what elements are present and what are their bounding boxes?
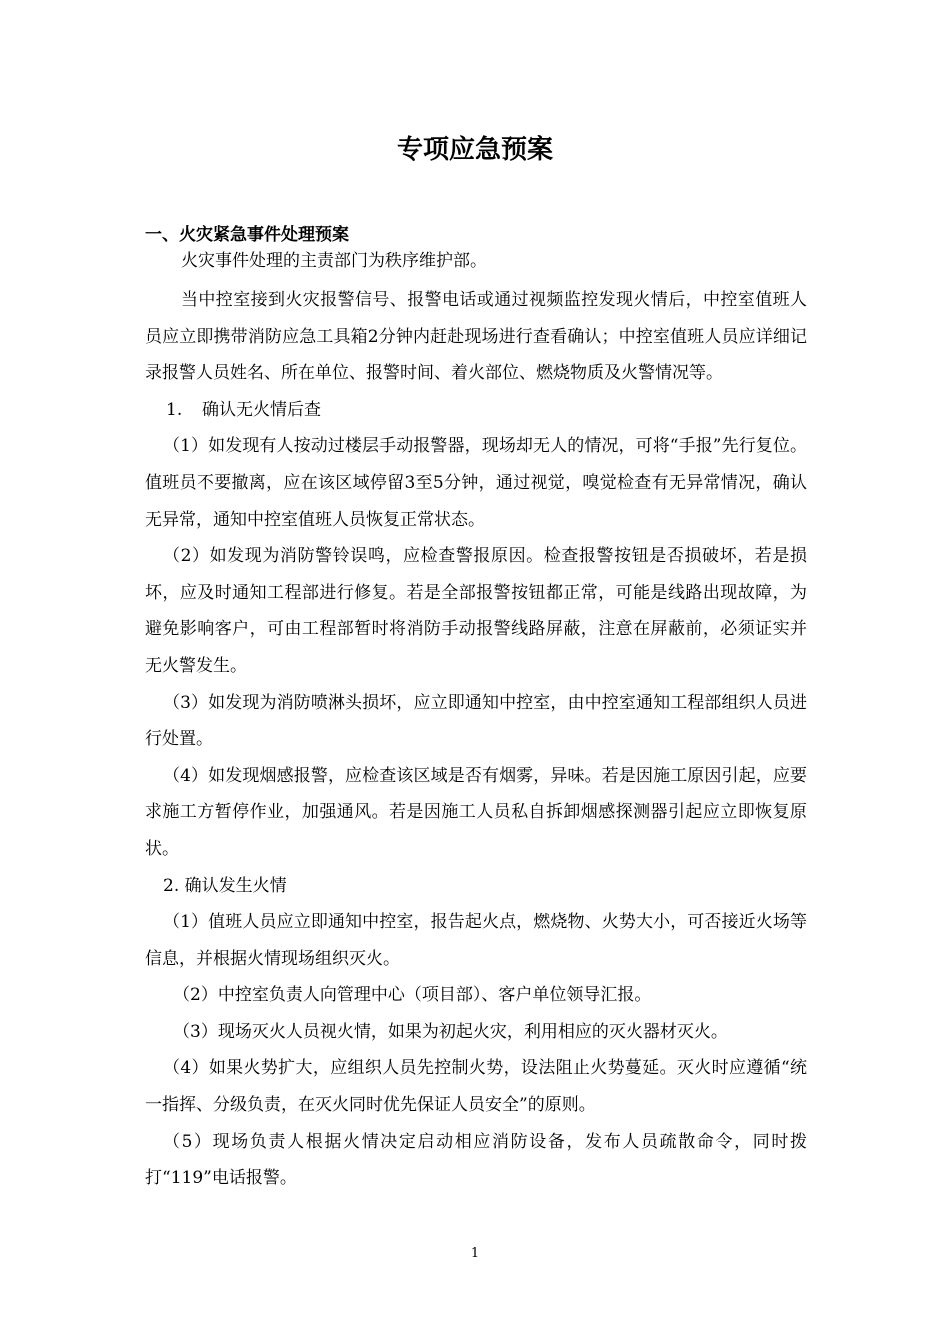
- list-item: （4）如发现烟感报警，应检查该区域是否有烟雾，异味。若是因施工原因引起，应要求施工方暂停作业，加强通风。若是因施工人员私自拆卸烟感探测器引起应立即恢复原状。: [145, 765, 807, 859]
- subsection-number: 1.: [166, 399, 183, 420]
- list-item: （5）现场负责人根据火情决定启动相应消防设备，发布人员疏散命令，同时拨打“119”电话报警。: [145, 1131, 807, 1189]
- document-body: [145, 246, 807, 1197]
- page-number: 1: [470, 1246, 480, 1261]
- list-item: （2）中控室负责人向管理中心（项目部）、客户单位领导汇报。: [173, 985, 652, 1006]
- list-item: （1）如发现有人按动过楼层手动报警器，现场却无人的情况，可将“手报”先行复位。值班员不要撤离，应在该区域停留3至5分钟，通过视觉，嗅觉检查有无异常情况，确认无异常，通知中控室值班人员恢复正常状态。: [145, 436, 807, 530]
- page-title: 专项应急预案: [396, 135, 553, 165]
- subsection-heading-fire-confirmed: 2. 确认发生火情: [163, 875, 287, 896]
- subsection-title: 确认无火情后查: [202, 399, 321, 420]
- list-item: （2）如发现为消防警铃误鸣，应检查警报原因。检查报警按钮是否损破坏，若是损坏，应及时通知工程部进行修复。若是全部报警按钮都正常，可能是线路出现故障，为避免影响客户，可由工程部暂时将消防手动报警线路屏蔽，注意在屏蔽前，必须证实并无火警发生。: [145, 546, 807, 676]
- list-item: （3）现场灭火人员视火情，如果为初起火灾，利用相应的灭火器材灭火。: [173, 1021, 728, 1042]
- lead-paragraph: 当中控室接到火灾报警信号、报警电话或通过视频监控发现火情后，中控室值班人员应立即携带消防应急工具箱2分钟内赶赴现场进行查看确认；中控室值班人员应详细记录报警人员姓名、所在单位、报警时间、着火部位、燃烧物质及火警情况等。: [145, 290, 807, 384]
- intro-paragraph: 火灾事件处理的主责部门为秩序维护部。: [181, 251, 487, 271]
- section-heading: 一、火灾紧急事件处理预案: [145, 225, 349, 245]
- subsection-heading-no-fire: [145, 392, 807, 429]
- list-item: （4）如果火势扩大，应组织人员先控制火势，设法阻止火势蔓延。灭火时应遵循“统一指挥、分级负责，在灭火同时优先保证人员安全”的原则。: [145, 1058, 807, 1116]
- list-item: （3）如发现为消防喷淋头损坏，应立即通知中控室，由中控室通知工程部组织人员进行处置。: [145, 692, 807, 750]
- list-item: （1）值班人员应立即通知中控室，报告起火点，燃烧物、火势大小，可否接近火场等信息，并根据火情现场组织灭火。: [145, 912, 807, 969]
